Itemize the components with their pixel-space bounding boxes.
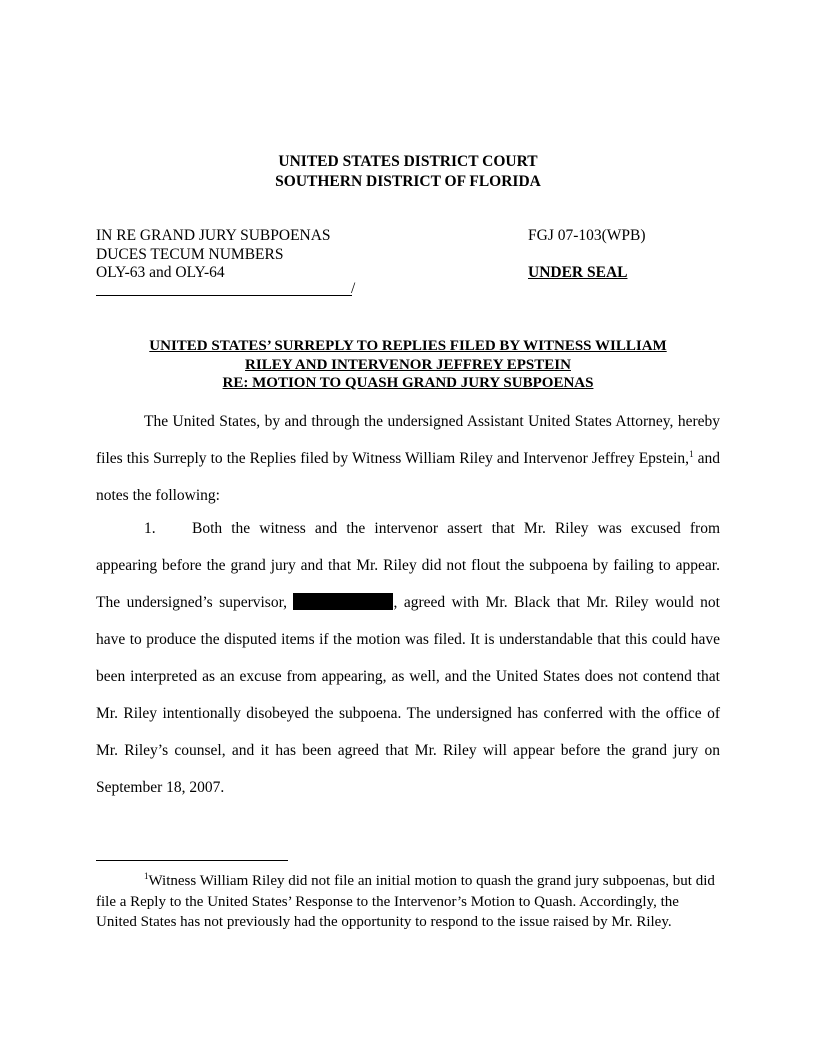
caption-slash: / bbox=[351, 280, 356, 297]
case-number: FGJ 07-103(WPB) bbox=[528, 227, 646, 244]
intro-paragraph bbox=[96, 403, 720, 514]
title-line-2: RILEY AND INTERVENOR JEFFREY EPSTEIN bbox=[245, 356, 571, 373]
caption-rule bbox=[96, 295, 352, 296]
footnote-text: Witness William Riley did not file an initial motion to quash the grand jury subpoenas, but did file a Reply to the United States’ Response to the Intervenor’s Motion to Quash. Accordingly, the United States has not previously had the opportunity to respond to the issue raised by Mr. Riley. bbox=[96, 873, 715, 930]
paragraph-text: Both the witness and the intervenor assert that Mr. Riley was excused from appearing before the grand jury and that Mr. Riley did not flout the subpoena by failing to appear. The undersigned’s supervisor, bbox=[96, 520, 720, 611]
paragraph-number: 1. bbox=[144, 520, 156, 537]
numbered-paragraph-1 bbox=[96, 510, 720, 806]
seal-notice: UNDER SEAL bbox=[528, 264, 628, 281]
paragraph-text-cont: , agreed with Mr. Black that Mr. Riley would not have to produce the disputed items if the motion was filed. It is understandable that this could have been interpreted as an excuse from appearing, as well, and the United States does not contend that Mr. Riley intentionally disobeyed the subpoena. The undersigned has conferred with the office of Mr. Riley’s counsel, and it has been agreed that Mr. Riley will appear before the grand jury on September 18, 2007. bbox=[96, 594, 720, 796]
court-header bbox=[0, 152, 816, 192]
case-caption-right bbox=[528, 227, 646, 283]
footnote-separator bbox=[96, 860, 288, 861]
footnote bbox=[96, 871, 720, 933]
caption-line-2: DUCES TECUM NUMBERS bbox=[96, 245, 284, 263]
intro-text: The United States, by and through the undersigned Assistant United States Attorney, hereby files this Surreply to the Replies filed by Witness William Riley and Intervenor Jeffrey Epstein, bbox=[96, 413, 720, 467]
title-line-3: RE: MOTION TO QUASH GRAND JURY SUBPOENAS bbox=[222, 375, 594, 391]
title-line-1: UNITED STATES’ SURREPLY TO REPLIES FILED BY WITNESS WILLIAM bbox=[149, 338, 667, 354]
caption-line-3: OLY-63 and OLY-64 bbox=[96, 264, 225, 281]
caption-line-1: IN RE GRAND JURY SUBPOENAS bbox=[96, 227, 331, 244]
redaction-box bbox=[293, 593, 393, 610]
court-name: UNITED STATES DISTRICT COURT bbox=[278, 153, 538, 170]
case-caption-left bbox=[96, 227, 331, 283]
footnote-reference: 1 bbox=[689, 448, 694, 459]
document-title bbox=[96, 337, 720, 393]
court-district: SOUTHERN DISTRICT OF FLORIDA bbox=[275, 173, 541, 190]
intro-text-end: and notes the following: bbox=[96, 450, 720, 504]
footnote-marker: 1 bbox=[144, 871, 149, 881]
